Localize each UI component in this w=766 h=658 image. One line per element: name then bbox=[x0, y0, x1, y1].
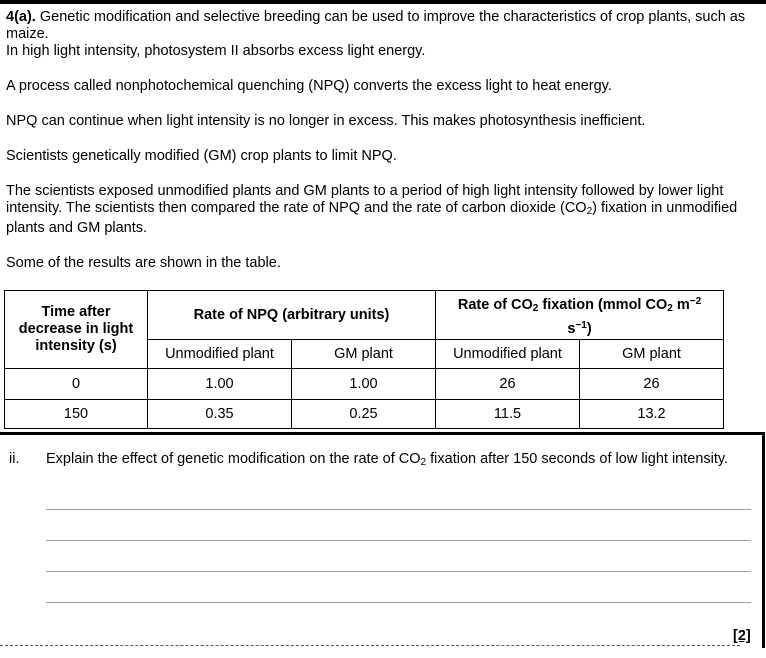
answer-line-4[interactable] bbox=[46, 602, 751, 603]
co2-header-sup2: −1 bbox=[575, 319, 587, 331]
intro-para-5 bbox=[6, 183, 758, 237]
subheader-co2-unmodified: Unmodified plant bbox=[436, 340, 580, 369]
answer-line-1[interactable] bbox=[46, 509, 751, 510]
cell-npq-unmodified: 1.00 bbox=[148, 369, 292, 400]
table-header-row bbox=[5, 291, 724, 340]
intro-para-4: Scientists genetically modified (GM) crop plants to limit NPQ. bbox=[6, 148, 397, 164]
cell-co2-unmodified: 26 bbox=[436, 369, 580, 400]
para5-subscript: 2 bbox=[586, 206, 593, 217]
intro-text-1: Genetic modification and selective breeding can be used to improve the characteristics of crop plants, such as maize. bbox=[6, 9, 746, 42]
question-ii-text-a: Explain the effect of genetic modification on the rate of CO bbox=[46, 451, 421, 467]
answer-dashed-line bbox=[0, 645, 740, 646]
co2-header-d: s bbox=[567, 320, 576, 337]
question-ii-text-b: fixation after 150 seconds of low light intensity. bbox=[426, 451, 729, 467]
intro-para-2: A process called nonphotochemical quenching (NPQ) converts the excess light to heat energy. bbox=[6, 78, 612, 94]
intro-line-1 bbox=[6, 9, 758, 43]
time-header: Time after decrease in light intensity (s) bbox=[5, 291, 148, 369]
subheader-npq-unmodified: Unmodified plant bbox=[148, 340, 292, 369]
question-intro bbox=[6, 9, 758, 272]
co2-header-e: ) bbox=[586, 320, 592, 337]
cell-time: 150 bbox=[5, 400, 148, 429]
question-label: 4(a). bbox=[6, 9, 36, 25]
co2-header-a: Rate of CO bbox=[457, 296, 533, 313]
cell-time: 0 bbox=[5, 369, 148, 400]
cell-co2-gm: 26 bbox=[580, 369, 724, 400]
co2-header-sub2: 2 bbox=[667, 302, 673, 314]
top-border bbox=[0, 0, 766, 4]
subheader-npq-gm: GM plant bbox=[292, 340, 436, 369]
cell-co2-gm: 13.2 bbox=[580, 400, 724, 429]
answer-line-2[interactable] bbox=[46, 540, 751, 541]
co2-header-c: m bbox=[672, 296, 690, 313]
results-table bbox=[4, 290, 724, 429]
question-ii-text bbox=[46, 451, 736, 471]
cell-npq-gm: 1.00 bbox=[292, 369, 436, 400]
question-ii-number: ii. bbox=[9, 451, 20, 467]
co2-header-b: fixation (mmol CO bbox=[538, 296, 668, 313]
para5-text-a: The scientists exposed unmodified plants and GM plants to a period of high light intensity followed by lower light intensity. The scientists then compared the rate of NPQ and the rate of carbon dioxide (CO bbox=[6, 183, 724, 216]
intro-para-3: NPQ can continue when light intensity is no longer in excess. This makes photosynthesis inefficient. bbox=[6, 113, 646, 129]
co2-header-sup: −2 bbox=[689, 295, 702, 307]
para5-text-b: ) fixation in unmodified plants and GM plants. bbox=[6, 200, 738, 236]
subheader-co2-gm: GM plant bbox=[580, 340, 724, 369]
intro-para-6: Some of the results are shown in the table. bbox=[6, 255, 281, 271]
marks-label: [2] bbox=[733, 628, 751, 644]
question-ii-subscript: 2 bbox=[420, 457, 427, 468]
cell-npq-unmodified: 0.35 bbox=[148, 400, 292, 429]
co2-header bbox=[436, 291, 724, 340]
cell-co2-unmodified: 11.5 bbox=[436, 400, 580, 429]
answer-line-3[interactable] bbox=[46, 571, 751, 572]
cell-npq-gm: 0.25 bbox=[292, 400, 436, 429]
intro-line-2: In high light intensity, photosystem II absorbs excess light energy. bbox=[6, 43, 426, 59]
npq-header: Rate of NPQ (arbitrary units) bbox=[148, 291, 436, 340]
co2-header-sub: 2 bbox=[532, 302, 539, 314]
table-row bbox=[5, 369, 724, 400]
table-row bbox=[5, 400, 724, 429]
